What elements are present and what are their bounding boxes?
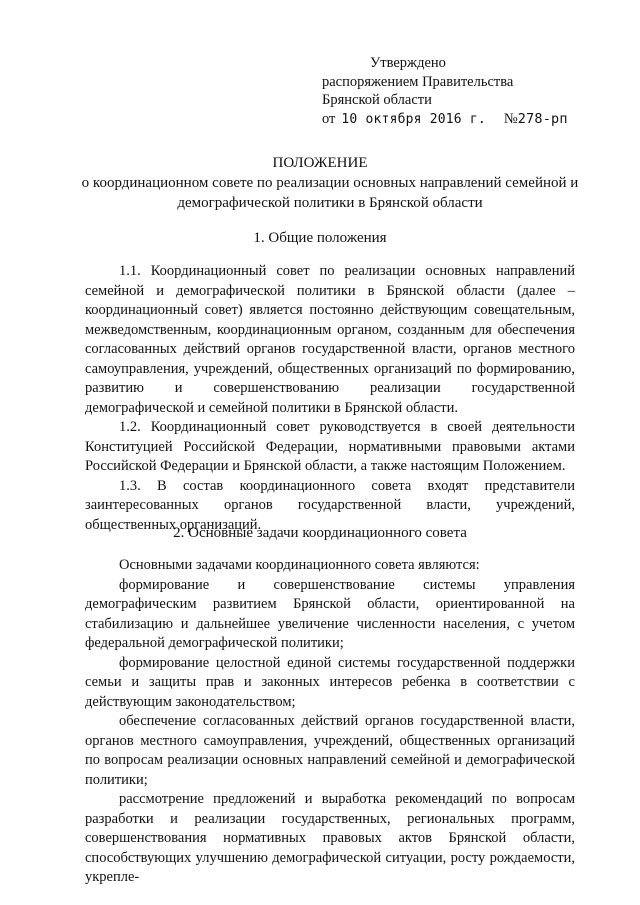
paragraph: 1.1. Координационный совет по реализации основных направлений семейной и демографической политики в Брянской области (далее – координационный совет) является постоянно действующим совещательным, межведомственным, координационным органом, созданным для обеспечения согласованных действий органов государственной власти, органов местного самоуправления, учреждений, общественных организаций по формированию, развитию и совершенствованию реализации государственной демографической и семейной политики в Брянской области. [85,263,575,416]
paragraph: 1.2. Координационный совет руководствуется в своей деятельности Конституцией Российской Федерации, нормативными правовыми актами Российской Федерации и Брянской области, а также настоящим Положением. [85,419,575,474]
approval-number-prefix: № [503,110,518,127]
paragraph: формирование и совершенствование системы управления демографическим развитием Брянской области, ориентированной на стабилизацию и дальнейшее увеличение численности населения, с учетом федеральной демографической политики; [85,576,575,651]
approval-number-value: 278-рп [517,110,568,127]
paragraph: формирование целостной единой системы государственной поддержки семьи и защиты прав и законных интересов ребенка в соответствии с действующим законодательством; [85,654,575,710]
section-body-general [85,262,575,535]
section-heading-tasks: 2. Основные задачи координационного совета [173,525,467,541]
approval-stamp [322,54,568,129]
document-title: ПОЛОЖЕНИЕ [272,155,368,171]
approval-date-value: 10 октября 2016 г. [341,111,486,127]
approval-date-prefix: от [322,110,336,127]
paragraph: рассмотрение предложений и выработка рекомендаций по вопросам разработки и реализации государственных, региональных программ, совершенствования нормативных правовых актов Брянской области, способствующих улучшению демографической ситуации, росту рождаемости, укрепле- [85,791,575,885]
approval-date-line [322,110,568,130]
document-subtitle: о координационном совете по реализации основных направлений семейной и демографической политики в Брянской области [81,175,579,211]
approval-line-order: распоряжением Правительства [322,73,514,90]
section-heading-general: 1. Общие положения [253,230,387,246]
approval-line-approved: Утверждено [370,55,446,71]
approval-line-region: Брянской области [322,92,432,108]
paragraph: 1.3. В состав координационного совета входят представители заинтересованных органов государственной власти, учреждений, общественных организаций. [85,477,575,533]
paragraph: обеспечение согласованных действий органов государственной власти, органов местного самоуправления, учреждений, общественных организаций по вопросам реализации основных направлений семейной и демографической политики; [85,713,575,788]
paragraph: Основными задачами координационного совета являются: [119,557,480,573]
section-body-tasks [85,556,575,888]
